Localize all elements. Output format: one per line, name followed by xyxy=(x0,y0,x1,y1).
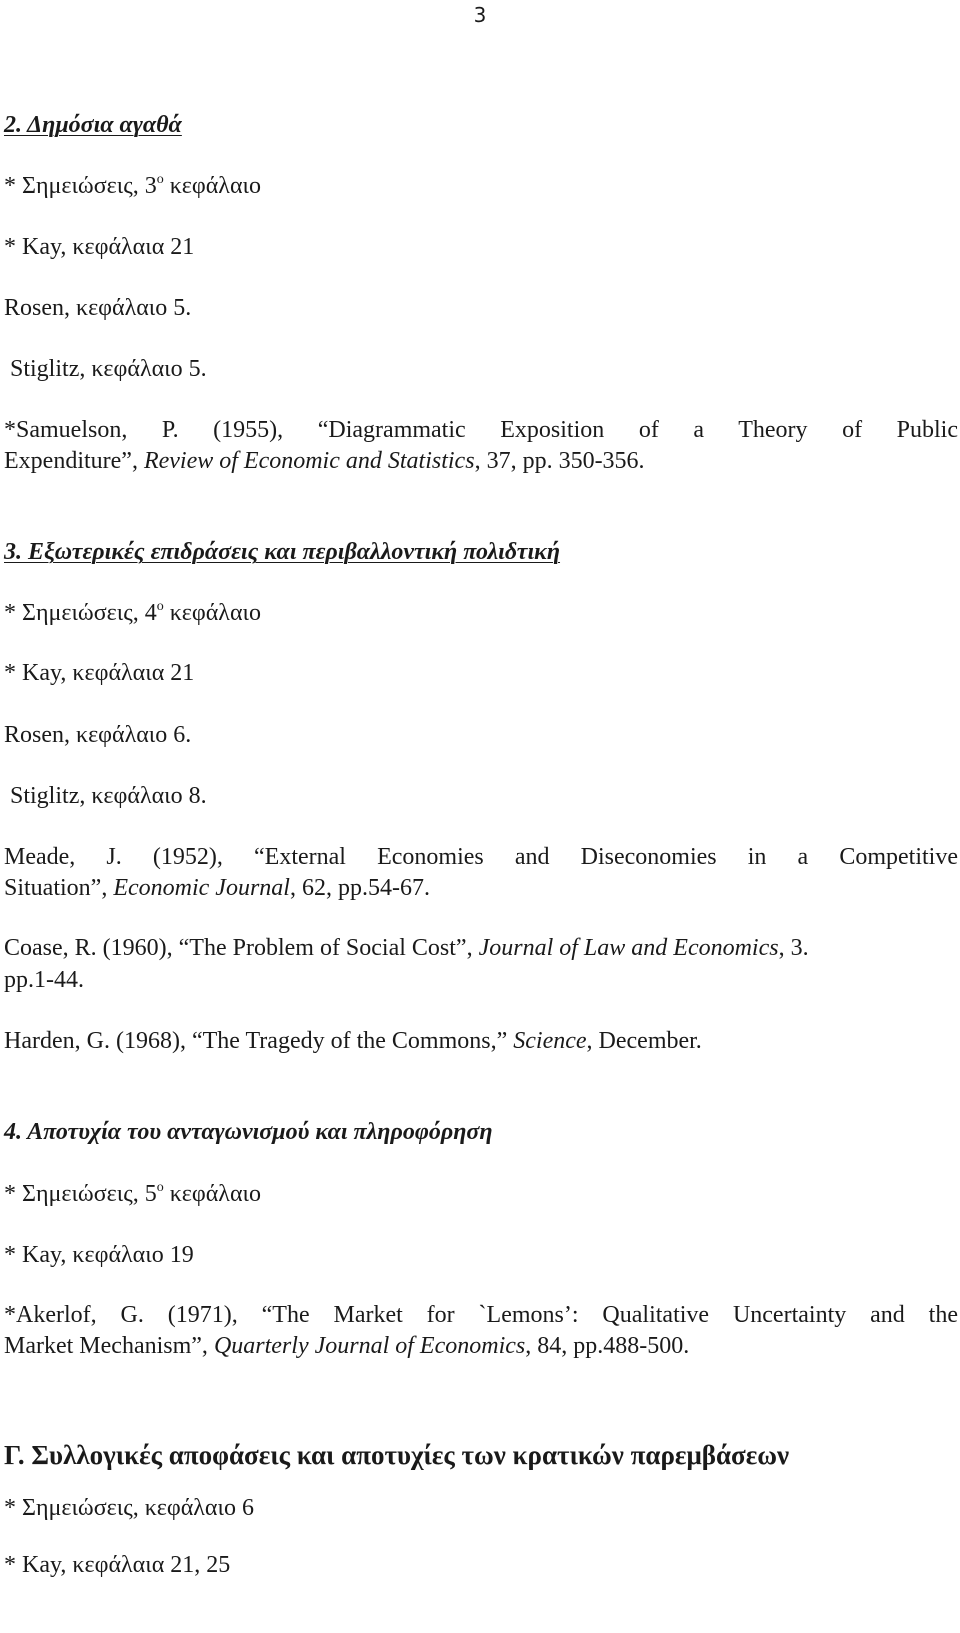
section-3-notes xyxy=(4,598,261,628)
journal-title: Science xyxy=(513,1028,587,1054)
notes-text-end: κεφάλαιο xyxy=(163,173,261,199)
citation-text: Expenditure”, xyxy=(4,448,144,474)
section-3-harden xyxy=(4,1026,702,1056)
journal-title: Review of Economic and Statistics xyxy=(143,448,475,474)
notes-text: * Σημειώσεις, 5 xyxy=(4,1181,157,1207)
section-4-akerlof-line-1: *Akerlof, G. (1971), “The Market for `Lemons’: Qualitative Uncertainty and the xyxy=(4,1302,958,1328)
section-3-rosen: Rosen, κεφάλαιο 6. xyxy=(4,722,192,748)
section-3-meade-line-2 xyxy=(4,873,430,903)
section-3-heading: 3. Εξωτερικές επιδράσεις και περιβαλλοντική πολιδτική xyxy=(4,539,561,565)
citation-text: Coase, R. (1960), “The Problem of Social Cost”, xyxy=(4,935,479,961)
section-2-heading: 2. Δημόσια αγαθά xyxy=(4,112,182,138)
citation-text-end: , 3. xyxy=(778,935,809,961)
section-3-coase-line-2: pp.1-44. xyxy=(4,967,84,993)
notes-text: * Σημειώσεις, 4 xyxy=(4,600,157,626)
page-number: 3 xyxy=(473,3,487,27)
citation-text: Harden, G. (1968), “The Tragedy of the Commons,” xyxy=(4,1028,514,1054)
ordinal-suffix: ο xyxy=(156,1180,164,1195)
section-4-notes xyxy=(4,1179,261,1209)
citation-text-end: , 37, pp. 350-356. xyxy=(474,448,645,474)
citation-text-end: , 84, pp.488-500. xyxy=(525,1333,690,1359)
citation-text: Market Mechanism”, xyxy=(4,1333,214,1359)
journal-title: Quarterly Journal of Economics xyxy=(213,1333,526,1359)
section-2-stiglitz: Stiglitz, κεφάλαιο 5. xyxy=(10,356,207,382)
ordinal-suffix: ο xyxy=(156,172,164,187)
section-3-coase-line-1 xyxy=(4,933,809,963)
journal-title: Economic Journal xyxy=(113,875,290,901)
section-3-stiglitz: Stiglitz, κεφάλαιο 8. xyxy=(10,783,207,809)
section-2-rosen: Rosen, κεφάλαιο 5. xyxy=(4,295,192,321)
section-2-notes xyxy=(4,171,261,201)
section-4-heading: 4. Αποτυχία του ανταγωνισμού και πληροφόρηση xyxy=(4,1119,493,1145)
section-g-heading: Γ. Συλλογικές αποφάσεις και αποτυχίες των κρατικών παρεμβάσεων xyxy=(4,1440,790,1470)
ordinal-suffix: ο xyxy=(156,599,164,614)
section-3-kay: * Kay, κεφάλαια 21 xyxy=(4,660,195,686)
citation-text-end: , December. xyxy=(586,1028,702,1054)
notes-text-end: κεφάλαιο xyxy=(163,1181,261,1207)
section-2-kay: * Kay, κεφάλαια 21 xyxy=(4,234,195,260)
citation-text-end: , 62, pp.54-67. xyxy=(289,875,430,901)
section-g-notes: * Σημειώσεις, κεφάλαιο 6 xyxy=(4,1495,254,1521)
section-2-samuelson-line-2 xyxy=(4,446,645,476)
section-2-samuelson-line-1: *Samuelson, P. (1955), “Diagrammatic Exposition of a Theory of Public xyxy=(4,417,958,443)
notes-text-end: κεφάλαιο xyxy=(163,600,261,626)
section-3-meade-line-1: Meade, J. (1952), “External Economies and Diseconomies in a Competitive xyxy=(4,844,958,870)
section-g-kay: * Kay, κεφάλαια 21, 25 xyxy=(4,1552,231,1578)
journal-title: Journal of Law and Economics xyxy=(478,935,779,961)
section-4-kay: * Kay, κεφάλαιο 19 xyxy=(4,1242,194,1268)
notes-text: * Σημειώσεις, 3 xyxy=(4,173,157,199)
citation-text: Situation”, xyxy=(4,875,114,901)
section-4-akerlof-line-2 xyxy=(4,1331,689,1361)
